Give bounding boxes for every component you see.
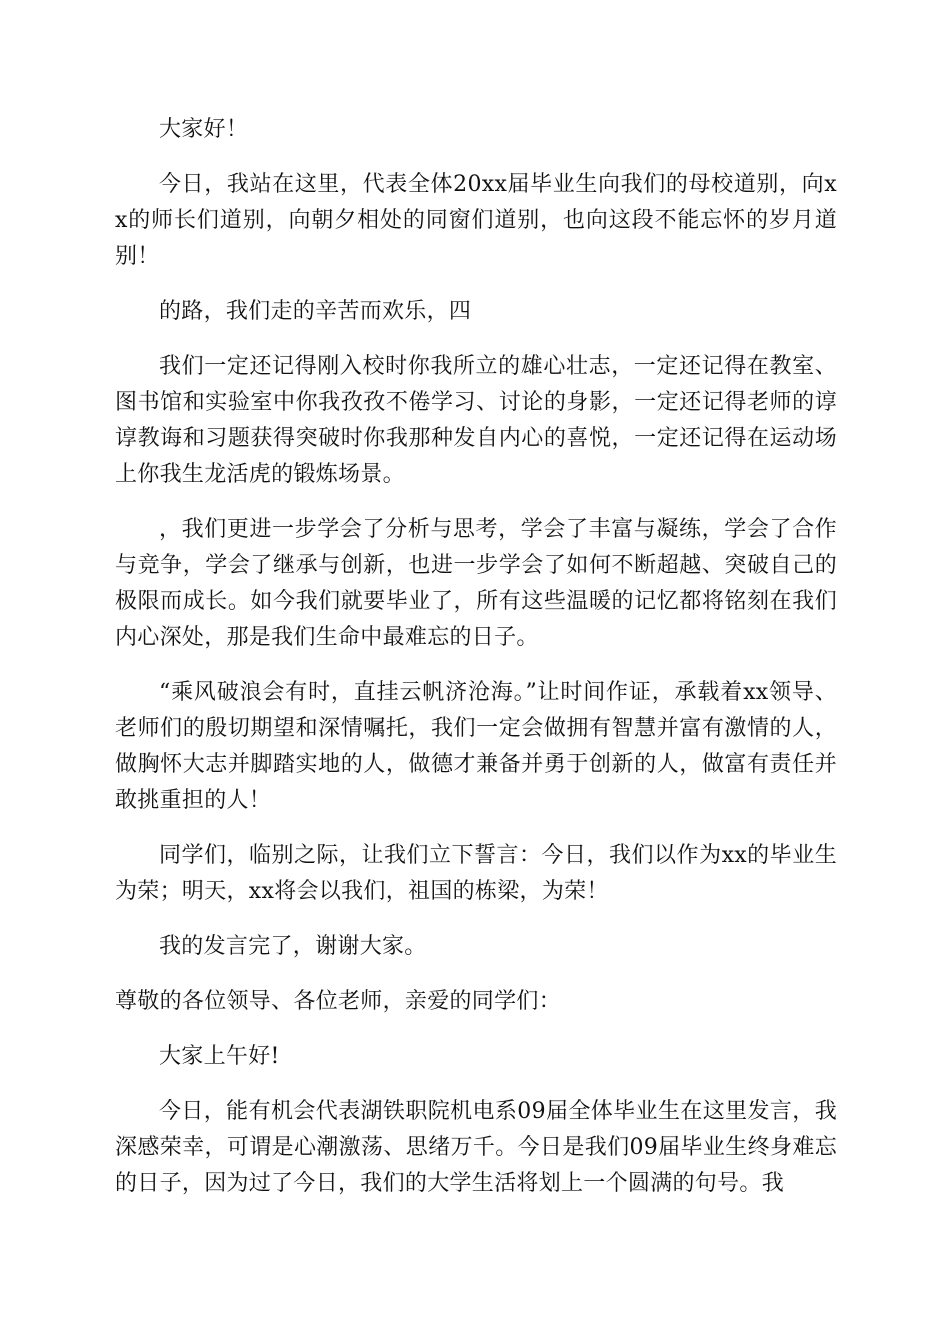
paragraph-salutation: 尊敬的各位领导、各位老师，亲爱的同学们： <box>115 989 562 1014</box>
paragraph-growth: ，我们更进一步学会了分析与思考，学会了丰富与凝练，学会了合作与竞争，学会了继承与创新，也进一步学会了如何不断超越、突破自己的极限而成长。如今我们就要毕业了，所有这些温暖的记忆都将铭刻在我们内心深处，那是我们生命中最难忘的日子。 <box>115 517 837 650</box>
paragraph-greeting: 大家好！ <box>159 117 249 142</box>
paragraph-farewell: 今日，我站在这里，代表全体20xx届毕业生向我们的母校道别，向xx的师长们道别，向朝夕相处的同窗们道别，也向这段不能忘怀的岁月道别！ <box>115 172 837 269</box>
paragraph-quote: “乘风破浪会有时，直挂云帆济沧海。”让时间作证，承载着xx领导、老师们的殷切期望和深情嘱托，我们一定会做拥有智慧并富有激情的人，做胸怀大志并脚踏实地的人，做德才兼备并勇于创新的人，做富有责任并敢挑重担的人！ <box>115 680 837 813</box>
paragraph-road: 的路，我们走的辛苦而欢乐，四 <box>159 299 472 324</box>
document-page <box>115 112 837 1221</box>
paragraph-honor: 今日，能有机会代表湖铁职院机电系09届全体毕业生在这里发言，我深感荣幸，可谓是心潮激荡、思绪万千。今日是我们09届毕业生终身难忘的日子，因为过了今日，我们的大学生活将划上一个圆满的句号。我 <box>115 1099 837 1196</box>
paragraph-closing: 我的发言完了，谢谢大家。 <box>159 934 427 959</box>
paragraph-oath: 同学们，临别之际，让我们立下誓言：今日，我们以作为xx的毕业生为荣；明天，xx将会以我们，祖国的栋梁，为荣！ <box>115 843 837 904</box>
paragraph-morning-greeting: 大家上午好! <box>159 1044 280 1069</box>
paragraph-memories: 我们一定还记得刚入校时你我所立的雄心壮志，一定还记得在教室、图书馆和实验室中你我孜孜不倦学习、讨论的身影，一定还记得老师的谆谆教诲和习题获得突破时你我那种发自内心的喜悦，一定还记得在运动场上你我生龙活虎的锻炼场景。 <box>115 354 837 487</box>
